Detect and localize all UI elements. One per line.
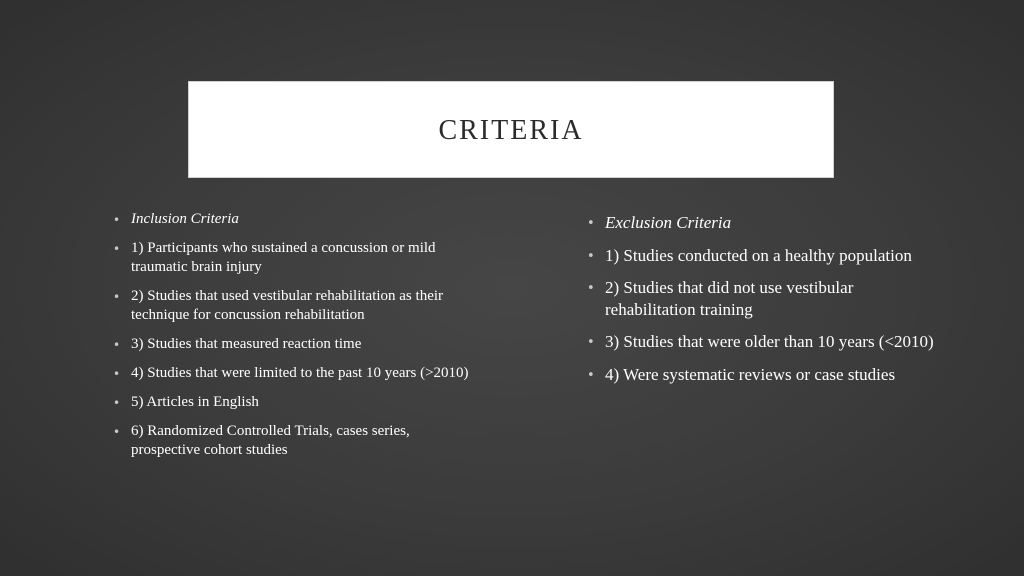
list-item-text: 2) Studies that did not use vestibular rehabilitation training bbox=[605, 278, 854, 319]
list-item bbox=[113, 393, 473, 412]
bullet-icon: • bbox=[113, 242, 121, 256]
inclusion-heading-item bbox=[113, 210, 473, 229]
bullet-icon: • bbox=[587, 367, 595, 383]
inclusion-criteria-list bbox=[113, 210, 473, 470]
inclusion-heading: Inclusion Criteria bbox=[131, 211, 239, 227]
list-item-text: 3) Studies that measured reaction time bbox=[131, 336, 362, 352]
exclusion-heading: Exclusion Criteria bbox=[605, 213, 732, 232]
list-item-text: 5) Articles in English bbox=[131, 394, 259, 410]
bullet-icon: • bbox=[113, 396, 121, 410]
list-item bbox=[587, 331, 947, 353]
list-item bbox=[113, 422, 473, 460]
list-item-text: 1) Studies conducted on a healthy population bbox=[605, 245, 912, 265]
list-item-text: 4) Studies that were limited to the past 10 years (>2010) bbox=[131, 365, 469, 381]
exclusion-heading-item bbox=[587, 212, 947, 234]
list-item bbox=[113, 287, 473, 325]
list-item bbox=[587, 277, 947, 320]
slide-title: CRITERIA bbox=[438, 114, 584, 146]
bullet-icon: • bbox=[113, 213, 121, 227]
bullet-icon: • bbox=[113, 425, 121, 439]
list-item-text: 6) Randomized Controlled Trials, cases series, prospective cohort studies bbox=[131, 423, 410, 458]
list-item-text: 3) Studies that were older than 10 years (<2010) bbox=[605, 332, 934, 351]
bullet-icon: • bbox=[113, 367, 121, 381]
bullet-icon: • bbox=[587, 216, 595, 231]
list-item bbox=[587, 245, 947, 267]
bullet-icon: • bbox=[587, 248, 595, 264]
title-box bbox=[188, 81, 834, 178]
list-item bbox=[113, 364, 473, 383]
bullet-icon: • bbox=[587, 281, 595, 296]
list-item bbox=[113, 335, 473, 354]
bullet-icon: • bbox=[113, 290, 121, 304]
bullet-icon: • bbox=[587, 335, 595, 350]
list-item bbox=[113, 239, 473, 277]
list-item bbox=[587, 364, 947, 386]
exclusion-criteria-list bbox=[587, 212, 947, 396]
list-item-text: 4) Were systematic reviews or case studies bbox=[605, 364, 896, 384]
list-item-text: 2) Studies that used vestibular rehabilitation as their technique for concussion rehabilitation bbox=[131, 288, 444, 323]
bullet-icon: • bbox=[113, 338, 121, 352]
list-item-text: 1) Participants who sustained a concussion or mild traumatic brain injury bbox=[131, 240, 436, 275]
